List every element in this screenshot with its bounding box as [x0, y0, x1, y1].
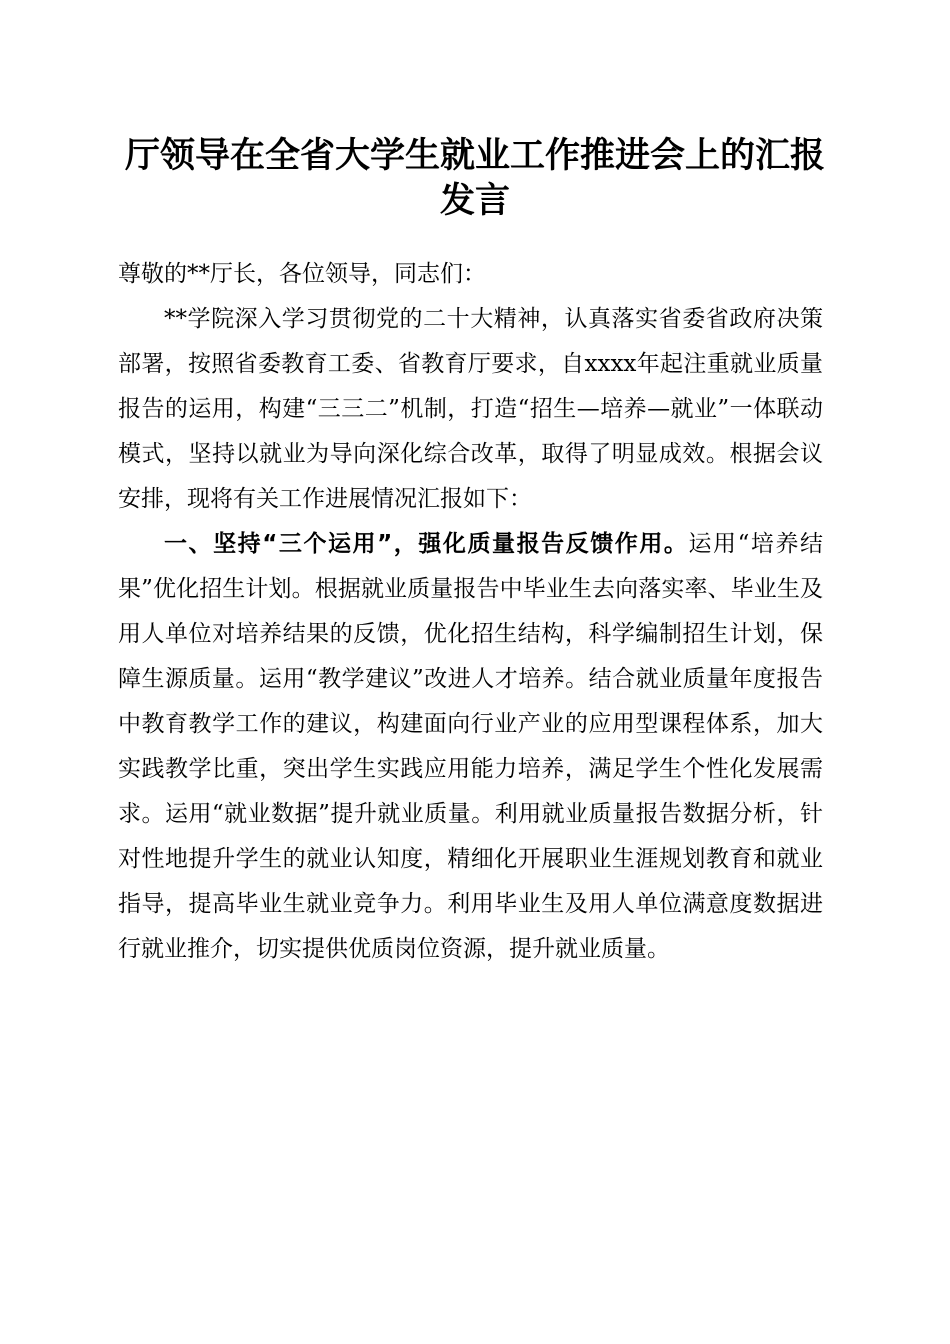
- intro-paragraph: **学院深入学习贯彻党的二十大精神，认真落实省委省政府决策部署，按照省委教育工委、省教育厅要求，自xxxx年起注重就业质量报告的运用，构建“三三二”机制，打造“招生—培养—就业”一体联动模式，坚持以就业为导向深化综合改革，取得了明显成效。根据会议安排，现将有关工作进展情况汇报如下：: [118, 306, 823, 512]
- salutation: 尊敬的**厅长，各位领导，同志们：: [118, 261, 486, 287]
- section-1-paragraph: [118, 522, 823, 972]
- document-title: [110, 133, 840, 223]
- section-1-heading: 一、坚持“三个运用”，强化质量报告反馈作用。: [164, 531, 689, 557]
- title-line-2: 发言: [439, 180, 510, 221]
- document-body: [118, 252, 823, 972]
- title-line-1: 厅领导在全省大学生就业工作推进会上的汇报: [124, 135, 825, 176]
- section-1-body: 运用“培养结果”优化招生计划。根据就业质量报告中毕业生去向落实率、毕业生及用人单位对培养结果的反馈，优化招生结构，科学编制招生计划，保障生源质量。运用“教学建议”改进人才培养。结合就业质量年度报告中教育教学工作的建议，构建面向行业产业的应用型课程体系，加大实践教学比重，突出学生实践应用能力培养，满足学生个性化发展需求。运用“就业数据”提升就业质量。利用就业质量报告数据分析，针对性地提升学生的就业认知度，精细化开展职业生涯规划教育和就业指导，提高毕业生就业竞争力。利用毕业生及用人单位满意度数据进行就业推介，切实提供优质岗位资源，提升就业质量。: [118, 531, 824, 962]
